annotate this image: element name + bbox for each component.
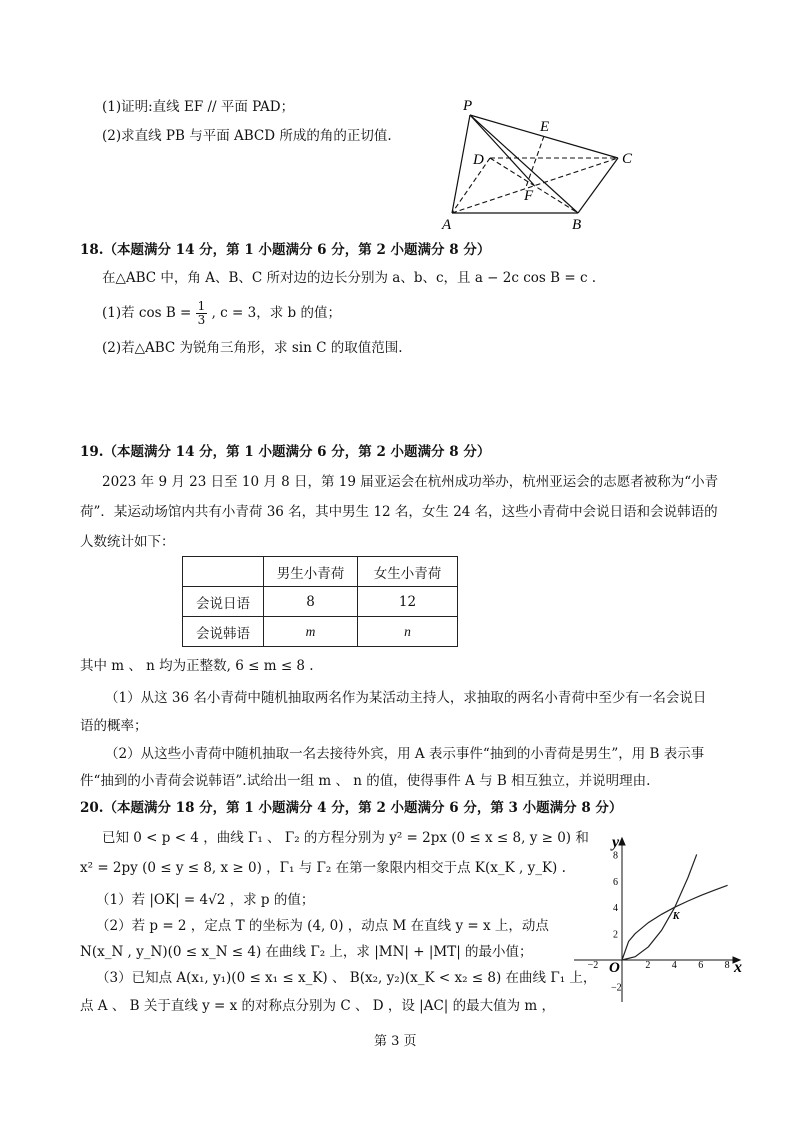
table-row: [183, 617, 458, 647]
x-tick-label: 4: [671, 960, 677, 971]
table-row: [183, 587, 458, 617]
point-k-label: K: [672, 911, 680, 923]
q19-part1-line2: 语的概率；: [80, 718, 148, 734]
q20-header: 20.（本题满分 18 分，第 1 小题满分 4 分，第 2 小题满分 6 分，第 3 小题满分 8 分）: [80, 800, 623, 816]
q19-condition: 其中 m 、 n 均为正整数, 6 ≤ m ≤ 8 .: [80, 658, 314, 674]
q19-part2-line1: （2）从这些小青荷中随机抽取一名去接待外宾，用 A 表示事件“抽到的小青荷是男生”，用 B 表示事: [105, 746, 705, 762]
table-cell: 12: [358, 587, 458, 617]
q19-para3: 人数统计如下：: [80, 534, 175, 550]
table-cell: 会说韩语: [183, 617, 264, 647]
fraction-one-third: [196, 300, 208, 327]
table-header-cell: 男生小青荷: [264, 557, 358, 587]
vertex-C: C: [622, 151, 633, 167]
q19-header: 19.（本题满分 14 分，第 1 小题满分 6 分，第 2 小题满分 8 分）: [80, 444, 491, 460]
q20-part1: （1）若 |OK| = 4√2 ，求 p 的值；: [96, 892, 315, 908]
y-tick-label: 8: [613, 850, 618, 862]
x-tick-label: 2: [645, 960, 651, 971]
q18-header: 18.（本题满分 14 分，第 1 小题满分 6 分，第 2 小题满分 8 分）: [80, 242, 491, 258]
q17-part1: (1)证明:直线 EF // 平面 PAD；: [102, 99, 295, 115]
vertex-B: B: [572, 217, 582, 233]
table-cell: 8: [264, 587, 358, 617]
series-line-gamma2: [622, 854, 697, 960]
series-line-gamma1: [622, 885, 728, 960]
q19-part2-line2: 件“抽到的小青荷会说韩语”.试给出一组 m 、 n 的值，使得事件 A 与 B 相互独立，并说明理由.: [80, 773, 651, 789]
x-tick-label: 6: [698, 960, 704, 971]
table-cell: n: [358, 617, 458, 647]
q18-part1-prefix: (1)若 cos B =: [102, 305, 192, 321]
y-axis-label: y: [612, 834, 620, 851]
y-tick-label: −2: [611, 982, 622, 994]
fraction-denominator: 3: [197, 313, 206, 327]
table-header-row: [183, 557, 458, 587]
q20-line1: 已知 0 < p < 4 ，曲线 Γ₁ 、 Γ₂ 的方程分别为 y² = 2px (0 ≤ x ≤ 8, y ≥ 0) 和: [102, 830, 589, 846]
q20-part3-line2: 点 A 、 B 关于直线 y = x 的对称点分别为 C 、 D ，设 |AC| 的最大值为 m ，: [80, 998, 556, 1014]
q20-part2-line2: N(x_N , y_N)(0 ≤ x_N ≤ 4) 在曲线 Γ₂ 上，求 |MN| + |MT| 的最小值；: [80, 944, 533, 960]
q19-para1: 2023 年 9 月 23 日至 10 月 8 日，第 19 届亚运会在杭州成功举办，杭州亚运会的志愿者被称为“小青: [102, 474, 719, 490]
volunteer-stats-table: [182, 556, 458, 647]
y-tick-label: 4: [613, 903, 618, 915]
q20-line2: x² = 2py (0 ≤ y ≤ 8, x ≥ 0) ，Γ₁ 与 Γ₂ 在第一象限内相交于点 K(x_K , y_K) .: [80, 860, 566, 876]
q20-part3-line1: （3）已知点 A(x₁, y₁)(0 ≤ x₁ ≤ x_K) 、 B(x₂, y₂)(x_K < x₂ ≤ 8) 在曲线 Γ₁ 上，: [96, 970, 597, 986]
curves-graph: [565, 825, 750, 1015]
q18-part1: [102, 298, 341, 328]
table-header-cell: [183, 557, 264, 587]
vertex-D: D: [473, 152, 484, 168]
vertex-E: E: [540, 119, 550, 135]
x-axis-label: x: [734, 959, 742, 976]
q17-pyramid-figure: [430, 92, 650, 237]
table-cell: 会说日语: [183, 587, 264, 617]
q17-part2: (2)求直线 PB 与平面 ABCD 所成的角的正切值.: [102, 128, 392, 144]
x-tick-label: −2: [587, 960, 599, 971]
q18-part2: (2)若△ABC 为锐角三角形，求 sin C 的取值范围.: [102, 340, 403, 356]
x-tick-label: 8: [724, 960, 730, 971]
y-tick-label: 2: [613, 929, 618, 941]
table-cell: m: [264, 617, 358, 647]
vertex-P: P: [463, 98, 473, 114]
origin-label: O: [609, 960, 620, 976]
y-tick-label: 6: [613, 876, 618, 888]
vertex-A: A: [442, 217, 452, 233]
q19-part1-line1: （1）从这 36 名小青荷中随机抽取两名作为某活动主持人，求抽取的两名小青荷中至少有一名会说日: [105, 690, 707, 706]
q18-part1-suffix: , c = 3，求 b 的值；: [211, 305, 341, 321]
q19-para2: 荷”．某运动场馆内共有小青荷 36 名，其中男生 12 名，女生 24 名，这些小青荷中会说日语和会说韩语的: [80, 504, 718, 520]
q18-stem: 在△ABC 中，角 A、B、C 所对边的边长分别为 a、b、c，且 a − 2c cos B = c .: [102, 270, 597, 286]
vertex-F: F: [524, 188, 534, 204]
q20-part2-line1: （2）若 p = 2 ，定点 T 的坐标为 (4, 0) ，动点 M 在直线 y = x 上，动点: [96, 918, 549, 934]
y-axis-arrow: [619, 838, 625, 845]
fraction-numerator: 1: [197, 299, 206, 313]
page-number: 第 3 页: [374, 1034, 417, 1049]
table-header-cell: 女生小青荷: [358, 557, 458, 587]
